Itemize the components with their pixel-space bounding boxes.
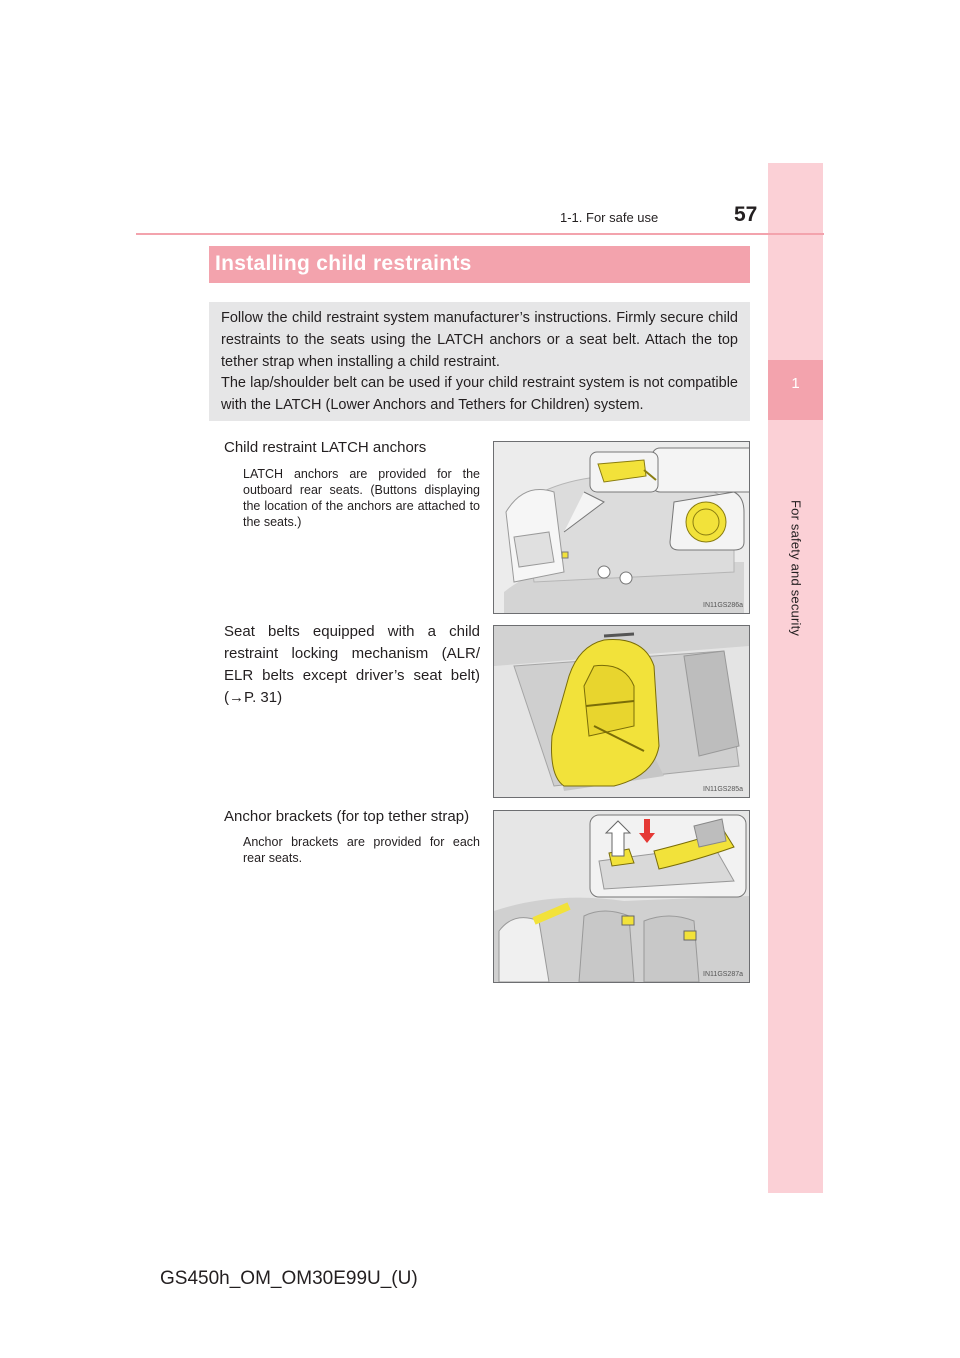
- entry-heading-seat-belts: Seat belts equipped with a child restraint locking mechanism (ALR/ ELR belts except driver’s seat belt) (→P. 31): [224, 623, 480, 706]
- footer-document-id: GS450h_OM_OM30E99U_(U): [160, 1268, 418, 1289]
- image-code-2: IN11GS285a: [703, 786, 743, 793]
- entry-description-latch: LATCH anchors are provided for the outboard rear seats. (Buttons displaying the location of the anchors are attached to the seats.): [243, 467, 480, 529]
- illustration-child-seat-belt: [493, 625, 750, 798]
- chapter-number: 1: [791, 375, 800, 392]
- intro-paragraph-2: The lap/shoulder belt can be used if your child restraint system is not compatible with the LATCH (Lower Anchors and Tethers for Children) system.: [221, 375, 738, 414]
- illustration-latch-anchors: [493, 441, 750, 614]
- latch-anchors-drawing: [494, 442, 749, 613]
- intro-box: [209, 302, 750, 421]
- header-rule: [136, 233, 824, 235]
- section-label: 1-1. For safe use: [560, 210, 659, 225]
- page-title: Installing child restraints: [215, 252, 472, 275]
- entry-heading-latch: Child restraint LATCH anchors: [224, 439, 427, 456]
- entry-description-anchor-brackets: Anchor brackets are provided for each rear seats.: [243, 835, 480, 865]
- chapter-title: For safety and security: [788, 500, 804, 637]
- image-code-3: IN11GS287a: [703, 971, 743, 978]
- image-code-1: IN11GS286a: [703, 602, 743, 609]
- page-number: 57: [734, 203, 758, 226]
- chapter-side-band: [768, 163, 823, 1193]
- entry-heading-anchor-brackets: Anchor brackets (for top tether strap): [224, 808, 470, 825]
- intro-paragraph-1: Follow the child restraint system manufacturer’s instructions. Firmly secure child restraints to the seats using the LATCH anchors or a seat belt. Attach the top tether strap when installing a child restraint.: [221, 310, 738, 370]
- anchor-brackets-drawing: [494, 811, 749, 982]
- child-seat-drawing: [494, 626, 749, 797]
- illustration-anchor-brackets: [493, 810, 750, 983]
